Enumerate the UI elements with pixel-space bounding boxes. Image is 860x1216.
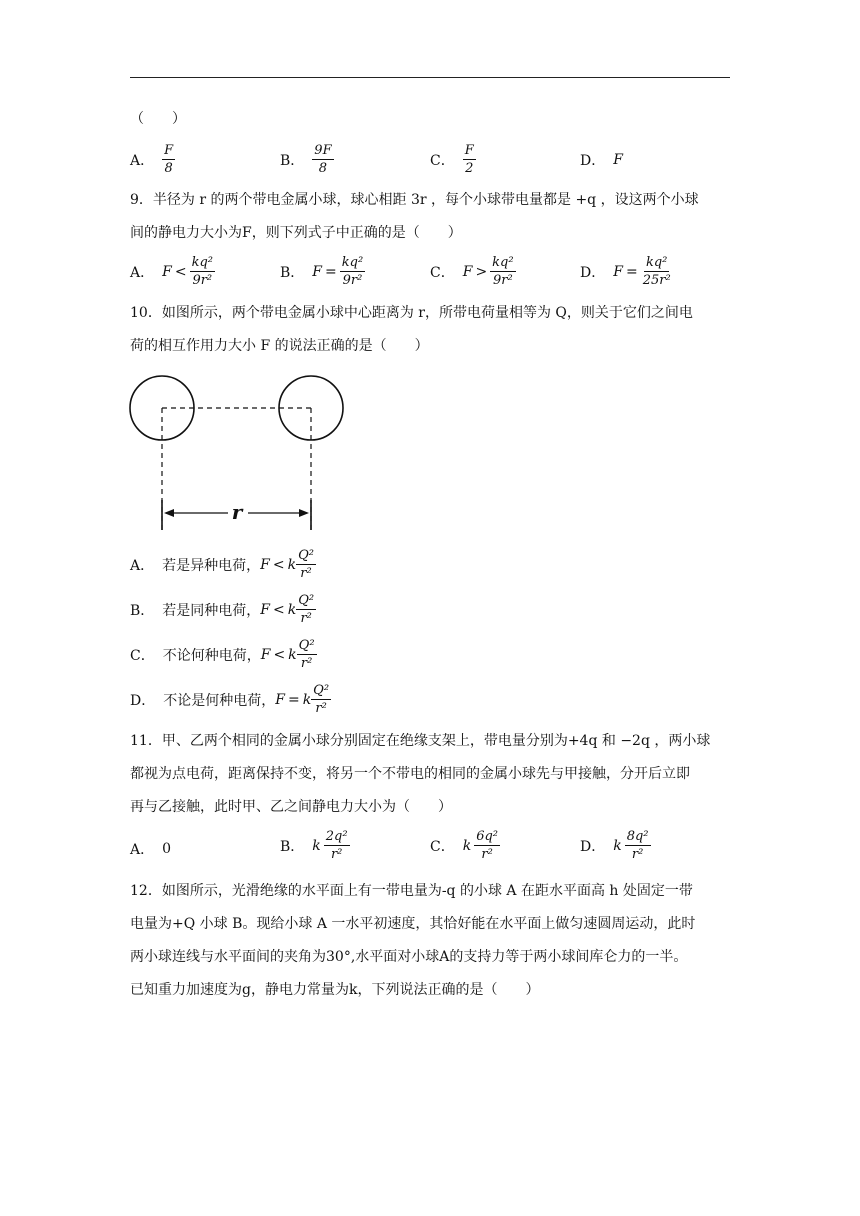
fraction: $\frac{\text{Q²}}{\text{r²}}$ bbox=[298, 548, 314, 581]
fraction: $\frac{\text{kq²}}{\text{9r²}}$ bbox=[191, 255, 213, 288]
q9-option-a[interactable]: A． F < $\frac{\text{kq²}}{\text{9r²}}$ bbox=[130, 255, 213, 288]
q10-stem-line2: 荷的相互作用力大小 F 的说法正确的是（ ） bbox=[130, 338, 429, 354]
q11-stem-line3: 再与乙接触，此时甲、乙之间静电力大小为（ ） bbox=[130, 799, 452, 815]
fraction: $\frac{\text{kq²}}{\text{9r²}}$ bbox=[492, 255, 514, 288]
fraction: $\frac{\text{2q²}}{\text{r²}}$ bbox=[325, 829, 348, 862]
q11-stem-line2: 都视为点电荷，距离保持不变，将另一个不带电的相同的金属小球先与甲接触，分开后立即 bbox=[130, 766, 690, 782]
q10-figure-two-spheres bbox=[124, 370, 354, 535]
q12-stem-line4: 已知重力加速度为g，静电力常量为k，下列说法正确的是（ ） bbox=[130, 982, 540, 998]
header-rule bbox=[130, 77, 730, 78]
q8-option-b[interactable]: B． $\frac{9F}{8}$ bbox=[280, 143, 332, 176]
fraction: $\frac{F}{2}$ bbox=[464, 143, 474, 176]
q9-stem-line1: 9．半径为 r 的两个带电金属小球，球心相距 3r ，每个小球带电量都是 +q ，设这两个小球 bbox=[130, 192, 699, 208]
q11-option-a[interactable]: A． 0 bbox=[130, 841, 172, 858]
fraction: $\frac{\text{kq²}}{\text{25r²}}$ bbox=[642, 255, 671, 288]
q10-option-a[interactable]: A． 若是异种电荷， F < k $\frac{\text{Q²}}{\text{r²}}$ bbox=[130, 548, 314, 581]
fraction: $\frac{\text{Q²}}{\text{r²}}$ bbox=[313, 683, 330, 716]
q9-stem-line2: 间的静电力大小为F，则下列式子中正确的是（ ） bbox=[130, 225, 462, 241]
q10-option-b[interactable]: B． 若是同种电荷， F < k $\frac{\text{Q²}}{\text{r²}}$ bbox=[130, 593, 315, 626]
q12-stem-line1: 12．如图所示，光滑绝缘的水平面上有一带电量为-q 的小球 A 在距水平面高 h 处固定一带 bbox=[130, 883, 693, 899]
fraction: $\frac{\text{6q²}}{\text{r²}}$ bbox=[476, 829, 499, 862]
q8-paren: （ ） bbox=[130, 111, 186, 127]
q8-option-a[interactable]: A． $\frac{F}{8}$ bbox=[130, 143, 174, 176]
fraction: $\frac{\text{8q²}}{\text{r²}}$ bbox=[626, 829, 649, 862]
q8-option-d[interactable]: D． F bbox=[580, 152, 623, 169]
q12-stem-line2: 电量为+Q 小球 B。现给小球 A 一水平初速度，其恰好能在水平面上做匀速圆周运动，此时 bbox=[130, 916, 696, 932]
q8-option-c[interactable]: C． $\frac{F}{2}$ bbox=[430, 143, 474, 176]
fraction: $\frac{\text{kq²}}{\text{9r²}}$ bbox=[341, 255, 364, 288]
q10-option-c[interactable]: C． 不论何种电荷， F < k $\frac{\text{Q²}}{\text{r²}}$ bbox=[130, 638, 315, 671]
q11-option-c[interactable]: C． k $\frac{\text{6q²}}{\text{r²}}$ bbox=[430, 829, 499, 862]
q10-option-d[interactable]: D． 不论是何种电荷， F = k $\frac{\text{Q²}}{\text{r²}}$ bbox=[130, 683, 330, 716]
distance-label: r bbox=[231, 500, 243, 524]
q11-stem-line1: 11．甲、乙两个相同的金属小球分别固定在绝缘支架上，带电量分别为+4q 和 −2q ，两小球 bbox=[130, 733, 711, 749]
fraction: $\frac{\text{Q²}}{\text{r²}}$ bbox=[298, 638, 315, 671]
arrowhead-right bbox=[299, 509, 309, 517]
q11-option-d[interactable]: D． k $\frac{\text{8q²}}{\text{r²}}$ bbox=[580, 829, 649, 862]
fraction: $\frac{F}{8}$ bbox=[164, 143, 174, 176]
fraction: $\frac{\text{Q²}}{\text{r²}}$ bbox=[298, 593, 315, 626]
q9-option-b[interactable]: B． F = $\frac{\text{kq²}}{\text{9r²}}$ bbox=[280, 255, 364, 288]
q12-stem-line3: 两小球连线与水平面间的夹角为30°,水平面对小球A的支持力等于两小球间库仑力的一半。 bbox=[130, 949, 688, 965]
q9-option-c[interactable]: C． F > $\frac{\text{kq²}}{\text{9r²}}$ bbox=[430, 255, 514, 288]
q10-stem-line1: 10．如图所示，两个带电金属小球中心距离为 r，所带电荷量相等为 Q，则关于它们之间电 bbox=[130, 305, 693, 321]
q9-option-d[interactable]: D． F = $\frac{\text{kq²}}{\text{25r²}}$ bbox=[580, 255, 671, 288]
arrowhead-left bbox=[164, 509, 174, 517]
q11-option-b[interactable]: B． k $\frac{\text{2q²}}{\text{r²}}$ bbox=[280, 829, 348, 862]
fraction: $\frac{9F}{8}$ bbox=[314, 143, 332, 176]
